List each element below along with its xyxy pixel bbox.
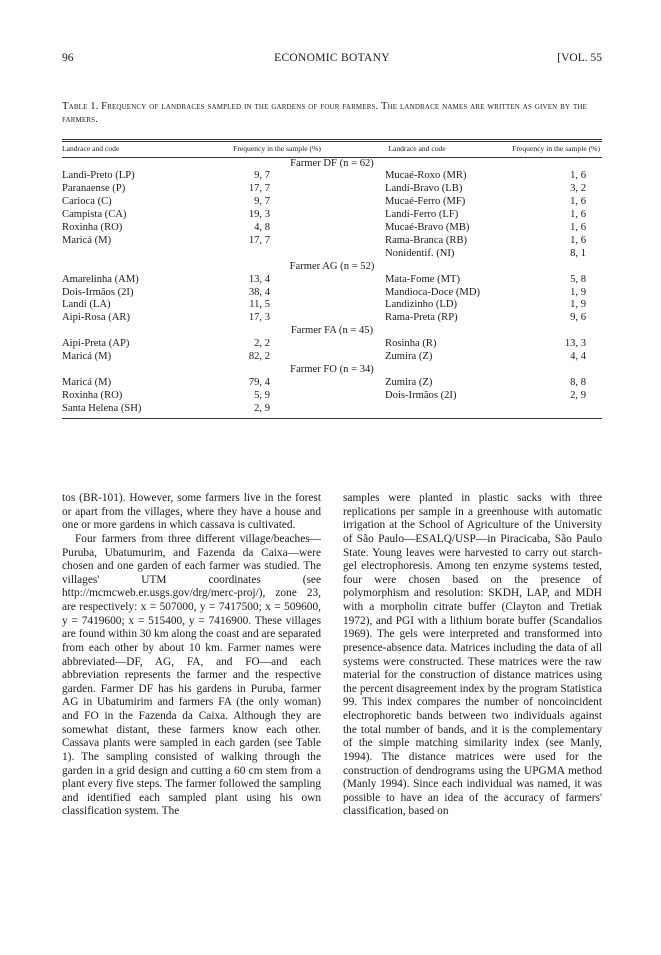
table-row (62, 377, 602, 390)
table-caption-text: Frequency of landraces sampled in the gardens of four farmers. The landrace names are written as given by the farmers. (62, 101, 588, 125)
farmer-group-title: Farmer FA (n = 45) (290, 325, 374, 337)
table-row (62, 274, 602, 287)
landrace-name-cell: Roxinha (RO) (62, 389, 123, 401)
landrace-name-cell (62, 248, 222, 261)
landrace-name-cell: Rama-Preta (RP) (385, 312, 458, 324)
frequency-cell: 1, 6 (570, 170, 586, 182)
frequency-cell: 8, 1 (570, 247, 586, 259)
table-row (62, 209, 602, 222)
header-landrace-right: Landrace and code (332, 141, 502, 158)
landrace-name-cell: Amarelinha (AM) (62, 273, 139, 285)
journal-page (62, 52, 602, 818)
frequency-cell: 1, 6 (570, 222, 586, 234)
table-label: Table 1. (62, 101, 99, 112)
landrace-name-cell: Maricá (M) (62, 376, 112, 388)
frequency-cell: 17, 7 (248, 234, 270, 246)
table-row (62, 248, 602, 261)
frequency-cell: 3, 2 (570, 183, 586, 195)
farmer-group-row (62, 364, 602, 377)
table-row (62, 390, 602, 403)
journal-title: ECONOMIC BOTANY (274, 52, 390, 64)
landrace-name-cell: Roxinha (RO) (62, 222, 123, 234)
table-row (62, 351, 602, 364)
frequency-cell: 82, 2 (248, 351, 270, 363)
landrace-name-cell: Zumira (Z) (385, 376, 433, 388)
frequency-cell (502, 403, 602, 418)
frequency-cell: 9, 7 (254, 196, 270, 208)
frequency-cell: 2, 2 (254, 338, 270, 350)
landrace-name-cell: Santa Helena (SH) (62, 403, 222, 418)
landrace-name-cell: Maricá (M) (62, 351, 112, 363)
landrace-name-cell: Aipi-Rosa (AR) (62, 312, 130, 324)
body-paragraph: samples were planted in plastic sacks with three replications per sample in a greenhouse with automatic irrigation at the School of Agriculture of the University of São Paulo—ESALQ/USP—in Piracicaba, São Paulo State. Young leaves were harvested to carry out starch-gel electrophoresis. Among ten enzyme systems tested, four were chosen based on the presence of polymorphism and resolution: SKDH, LAP, and MDH with a morpholin citrate buffer (Clayton and Tretiak 1972), and PGI with a lithium borate buffer (Scandalios 1969). The gels were interpreted and transformed into presence-absence data. Matrices including the data of all systems were constructed. These matrices were the raw material for the construction of distance matrices using the percent disagreement index by the program Statistica 99. This index compares the number of noncoincident electrophoretic bands between two individuals against the total number of bands, and it is the complementary of the simple matching similarity index (see Manly, 1994). The distance matrices were used for the construction of dendrograms using the UPGMA method (Manly 1994). Since each individual was named, it was possible to have an idea of the accuracy of farmers' classification, based on (343, 492, 602, 818)
frequency-cell: 1, 6 (570, 196, 586, 208)
page-number: 96 (62, 52, 74, 64)
landrace-name-cell: Campista (CA) (62, 209, 127, 221)
landrace-name-cell: Landí-Bravo (LB) (385, 183, 463, 195)
farmer-group-title: Farmer DF (n = 62) (290, 157, 374, 169)
landrace-name-cell: Mucaé-Bravo (MB) (385, 222, 470, 234)
landrace-name-cell: Landí-Ferro (LF) (385, 209, 459, 221)
landrace-name-cell: Mucaé-Roxo (MR) (385, 170, 467, 182)
frequency-cell: 2, 9 (222, 403, 332, 418)
right-column (343, 492, 602, 819)
header-frequency-right: Frequency in the sample (%) (502, 141, 602, 158)
landrace-name-cell: Paranaense (P) (62, 183, 126, 195)
landrace-name-cell: Landizinho (LD) (385, 299, 458, 311)
frequency-cell: 9, 6 (570, 312, 586, 324)
body-paragraph: tos (BR-101). However, some farmers live in the forest or apart from the villages, where they have a house and one or more gardens in which cassava is cultivated. (62, 492, 321, 532)
farmer-group-row (62, 261, 602, 274)
frequency-cell: 5, 8 (570, 273, 586, 285)
landrace-name-cell: Landí (LA) (62, 299, 111, 311)
table-row (62, 312, 602, 325)
landrace-name-cell: Rosinha (R) (385, 338, 437, 350)
frequency-cell: 38, 4 (248, 286, 270, 298)
frequency-cell: 79, 4 (248, 376, 270, 388)
landrace-name-cell: Landi-Preto (LP) (62, 170, 135, 182)
frequency-cell: 4, 8 (254, 222, 270, 234)
frequency-cell (222, 248, 332, 261)
farmer-group-row (62, 325, 602, 338)
frequency-cell: 2, 9 (570, 389, 586, 401)
frequency-cell: 13, 3 (564, 338, 586, 350)
table-row (62, 222, 602, 235)
table-row (62, 403, 602, 418)
landrace-name-cell: Mandioca-Doce (MD) (385, 286, 481, 298)
frequency-cell: 4, 4 (570, 351, 586, 363)
frequency-cell: 13, 4 (248, 273, 270, 285)
running-head (62, 52, 602, 68)
header-landrace-left: Landrace and code (62, 141, 222, 158)
farmer-group-title: Farmer AG (n = 52) (289, 260, 375, 272)
table-caption (62, 100, 602, 126)
frequency-cell: 1, 6 (570, 234, 586, 246)
frequency-cell: 8, 8 (570, 376, 586, 388)
landrace-name-cell: Aipi-Preta (AP) (62, 338, 130, 350)
table-row (62, 196, 602, 209)
landrace-name-cell: Zumira (Z) (385, 351, 433, 363)
table-row (62, 338, 602, 351)
landrace-frequency-table (62, 139, 602, 419)
frequency-cell: 5, 9 (254, 389, 270, 401)
landrace-name-cell: Mata-Fome (MT) (385, 273, 461, 285)
landrace-name-cell: Maricá (M) (62, 234, 112, 246)
volume-label: [VOL. 55 (557, 52, 602, 64)
landrace-name-cell: Nonidentif. (NI) (385, 247, 455, 259)
farmer-group-title: Farmer FO (n = 34) (290, 364, 374, 375)
table-row (62, 287, 602, 300)
frequency-cell: 11, 5 (249, 299, 270, 311)
left-column (62, 492, 321, 819)
frequency-cell: 1, 9 (570, 286, 586, 298)
landrace-name-cell (332, 403, 502, 418)
table-row (62, 299, 602, 312)
table-row (62, 183, 602, 196)
landrace-name-cell: Dois-Irmãos (2I) (62, 286, 134, 298)
landrace-name-cell: Mucaé-Ferro (MF) (385, 196, 466, 208)
landrace-name-cell: Carioca (C) (62, 196, 112, 208)
table-row (62, 235, 602, 248)
frequency-cell: 1, 6 (570, 209, 586, 221)
landrace-name-cell: Dois-Irmãos (2I) (385, 389, 457, 401)
header-frequency-left: Frequency in the sample (%) (222, 141, 332, 158)
table-body (62, 157, 602, 418)
table-row (62, 170, 602, 183)
frequency-cell: 1, 9 (570, 299, 586, 311)
frequency-cell: 17, 7 (248, 183, 270, 195)
frequency-cell: 9, 7 (254, 170, 270, 182)
farmer-group-row (62, 157, 602, 170)
body-paragraph: Four farmers from three different village/beaches—Puruba, Ubatumurim, and Fazenda da Caixa—were chosen and one garden of each farmer was studied. The villages' UTM coordinates (see http://mcmcweb.er.usgs.gov/drg/merc-proj/), zone 23, are respectively: x = 507000, y = 7417500; x = 509600, y = 7419600; x = 515400, y = 7416900. These villages are found within 30 km along the coast and are separated from each other by about 10 km. Farmer names were abbreviated—DF, AG, FA, and FO—and each abbreviation represents the farmer and the respective garden. Farmer DF has his gardens in Puruba, farmer AG in Ubatumirim and farmers FA (the only woman) and FO in the Fazenda da Caixa. Although they are somewhat distant, these farmers know each other. Cassava plants were sampled in each garden (see Table 1). The sampling consisted of walking through the garden in a grid design and cutting a 60 cm stem from a plant every five steps. The farmer followed the sampling and identified each sampled plant using his own classification system. The (62, 532, 321, 818)
table-header-row (62, 141, 602, 158)
frequency-cell: 19, 3 (248, 209, 270, 221)
frequency-cell: 17, 3 (248, 312, 270, 324)
landrace-name-cell: Rama-Branca (RB) (385, 234, 468, 246)
